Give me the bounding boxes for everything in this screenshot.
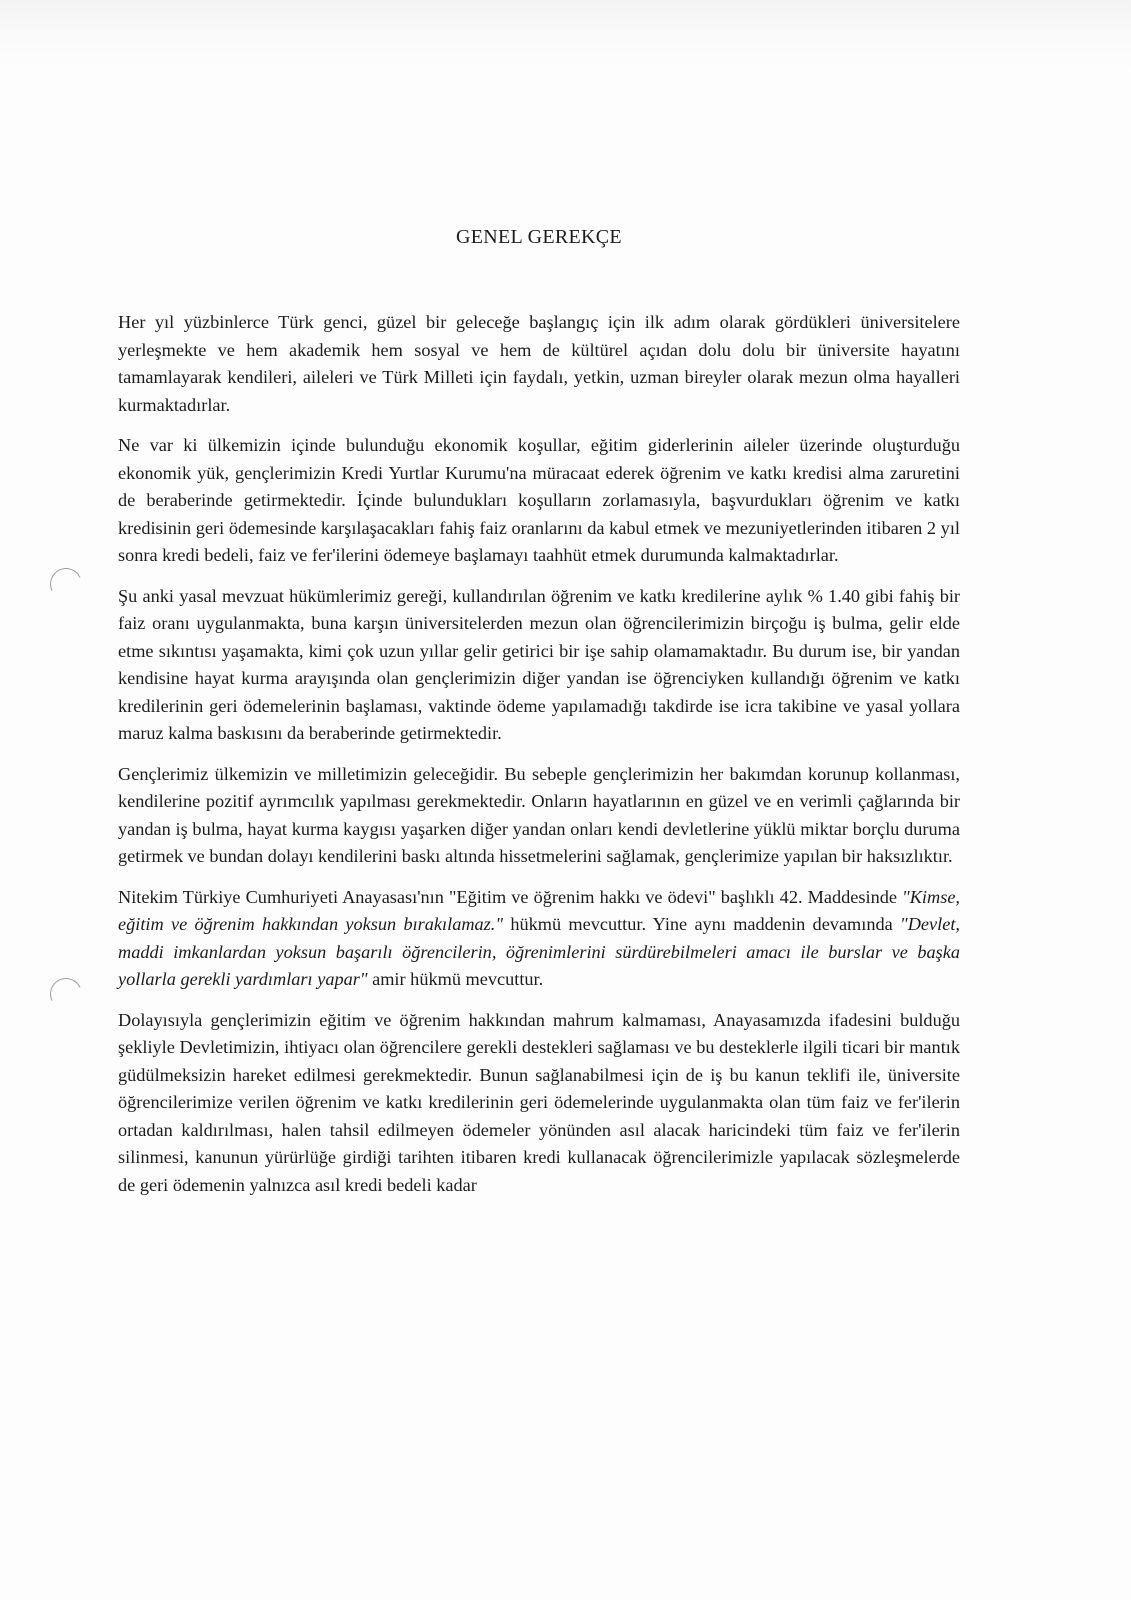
body-paragraph [118, 761, 960, 871]
quoted-text: "Kimse, eğitim ve öğrenim hakkından yoksun bırakılamaz." [118, 886, 960, 934]
document-body [118, 226, 960, 1212]
paragraph-text: Her yıl yüzbinlerce Türk genci, güzel bir geleceğe başlangıç için ilk adım olarak gördükleri üniversitelere yerleşmekte ve hem akademik hem sosyal ve hem de kültürel açıdan dolu dolu bir üniversite hayatını tamamlayarak kendileri, aileleri ve Türk Milleti için faydalı, yetkin, uzman bireyler olarak mezun olma hayalleri kurmaktadırlar. [118, 312, 960, 415]
body-paragraph [118, 884, 960, 994]
paragraph-text: Gençlerimiz ülkemizin ve milletimizin geleceğidir. Bu sebeple gençlerimizin her bakımdan korunup kollanması, kendilerine pozitif ayrımcılık yapılması gerekmektedir. Onların hayatlarının en güzel ve en verimli çağlarında bir yandan iş bulma, hayat kurma kaygısı yaşarken diğer yandan onları kendi devletlerine yüklü miktar borçlu duruma getirmek ve bundan dolayı kendilerini baskı altında hissetmelerini sağlamak, gençlerimize yapılan bir haksızlıktır. [118, 763, 960, 866]
body-paragraph [118, 1007, 960, 1200]
scan-shadow [0, 0, 1131, 70]
paragraph-text: hükmü mevcuttur. Yine aynı maddenin devamında [503, 914, 901, 934]
punch-hole-mark [45, 973, 86, 1014]
punch-hole-mark [45, 563, 86, 604]
paragraph-text: amir hükmü mevcuttur. [367, 969, 544, 989]
paragraph-list [118, 309, 960, 1199]
body-paragraph [118, 309, 960, 419]
quoted-text: "Devlet, maddi imkanlardan yoksun başarılı öğrencilerin, öğrenimlerini sürdürebilmeleri amacı ile burslar ve başka yollarla gerekli yardımları yapar" [118, 914, 960, 989]
paragraph-text: Dolayısıyla gençlerimizin eğitim ve öğrenim hakkından mahrum kalmaması, Anayasamızda ifadesini bulduğu şekliyle Devletimizin, ihtiyacı olan öğrencilere gerekli destekleri sağlaması ve bu desteklerle ilgili ticari bir mantık güdülmeksizin hareket edilmesi gerekmektedir. Bunun sağlanabilmesi için de iş bu kanun teklifi ile, üniversite öğrencilerimize verilen öğrenim ve katkı kredilerinin geri ödemelerinde uygulanmakta olan tüm faiz ve fer'ilerin ortadan kaldırılması, halen tahsil edilmeyen ödemeler yönünden asıl alacak haricindeki tüm faiz ve fer'ilerin silinmesi, kanunun yürürlüğe girdiği tarihten itibaren kredi kullanacak öğrencilerimizle yapılacak sözleşmelerde de geri ödemenin yalnızca asıl kredi bedeli kadar [118, 1009, 960, 1195]
paragraph-text: Nitekim Türkiye Cumhuriyeti Anayasası'nın "Eğitim ve öğrenim hakkı ve ödevi" başlıklı 42. Maddesinde [118, 886, 903, 907]
body-paragraph [118, 432, 960, 570]
body-paragraph [118, 583, 960, 748]
document-title: GENEL GEREKÇE [456, 226, 622, 248]
paragraph-text: Ne var ki ülkemizin içinde bulunduğu ekonomik koşullar, eğitim giderlerinin aileler üzerinde oluşturduğu ekonomik yük, gençlerimizin Kredi Yurtlar Kurumu'na müracaat ederek öğrenim ve katkı kredisi alma zaruretini de beraberinde getirmektedir. İçinde bulundukları koşulların zorlamasıyla, başvurdukları öğrenim ve katkı kredisinin geri ödemesinde karşılaşacakları fahiş faiz oranlarını da kabul etmek ve mezuniyetlerinden itibaren 2 yıl sonra kredi bedeli, faiz ve fer'ilerini ödemeye başlamayı taahhüt etmek durumunda kalmaktadırlar. [118, 435, 960, 565]
paragraph-text: Şu anki yasal mevzuat hükümlerimiz gereği, kullandırılan öğrenim ve katkı kredilerine aylık % 1.40 gibi fahiş bir faiz oranı uygulanmakta, buna karşın üniversitelerden mezun olan öğrencilerimizin birçoğu iş bulma, gelir elde etme sıkıntısı yaşamakta, kimi çok uzun yıllar gelir getirici bir işe sahip olamamaktadır. Bu durum ise, bir yandan kendisine hayat kurma arayışında olan gençlerimizin diğer yandan ise öğrenciyken kullandığı öğrenim ve katkı kredilerinin geri ödemelerinin başlaması, vaktinde ödeme yapılamadığı takdirde ise icra takibine ve yasal yollara maruz kalma baskısını da beraberinde getirmektedir. [118, 585, 960, 743]
